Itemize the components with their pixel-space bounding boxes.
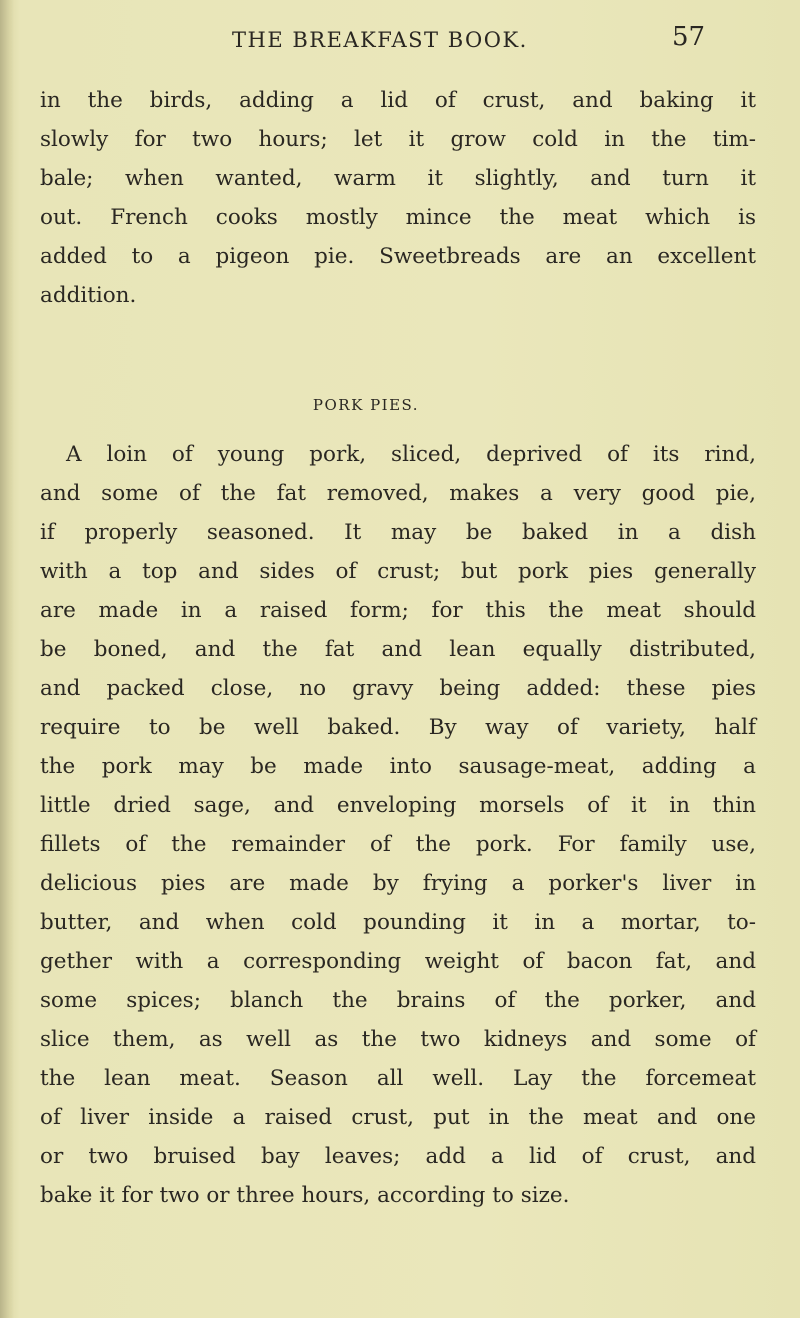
text-line: of liver inside a raised crust, put in the meat and one: [40, 1105, 756, 1130]
text-line: the pork may be made into sausage-meat, adding a: [40, 754, 756, 779]
text-line: fillets of the remainder of the pork. For family use,: [40, 832, 756, 857]
text-line: are made in a raised form; for this the meat should: [40, 598, 756, 623]
text-line: require to be well baked. By way of variety, half: [40, 715, 756, 740]
running-head: [0, 22, 800, 62]
text-line: bale; when wanted, warm it slightly, and turn it: [40, 166, 756, 191]
text-line: and some of the fat removed, makes a very good pie,: [40, 481, 756, 506]
text-line: some spices; blanch the brains of the porker, and: [40, 988, 756, 1013]
page-number: 57: [672, 22, 706, 52]
text-line: if properly seasoned. It may be baked in a dish: [40, 520, 756, 545]
gutter-shadow: [0, 0, 14, 1318]
text-line: slice them, as well as the two kidneys and some of: [40, 1027, 756, 1052]
section-heading: [0, 396, 800, 414]
text-line: slowly for two hours; let it grow cold in the tim-: [40, 127, 756, 152]
text-line: or two bruised bay leaves; add a lid of crust, and: [40, 1144, 756, 1169]
running-title: THE BREAKFAST BOOK.: [232, 28, 528, 52]
text-line: out. French cooks mostly mince the meat which is: [40, 205, 756, 230]
text-line: added to a pigeon pie. Sweetbreads are an excellent: [40, 244, 756, 269]
text-line: addition.: [40, 283, 137, 308]
text-line: gether with a corresponding weight of bacon fat, and: [40, 949, 756, 974]
text-line: little dried sage, and enveloping morsels of it in thin: [40, 793, 756, 818]
text-line: with a top and sides of crust; but pork pies generally: [40, 559, 756, 584]
text-line: bake it for two or three hours, according to size.: [40, 1183, 570, 1208]
section-heading-text: PORK PIES.: [312, 396, 420, 414]
text-line: delicious pies are made by frying a porker's liver in: [40, 871, 756, 896]
text-line: and packed close, no gravy being added: these pies: [40, 676, 756, 701]
text-line: butter, and when cold pounding it in a mortar, to-: [40, 910, 756, 935]
text-line: A loin of young pork, sliced, deprived of its rind,: [66, 442, 756, 467]
text-line: in the birds, adding a lid of crust, and baking it: [40, 88, 756, 113]
text-line: the lean meat. Season all well. Lay the forcemeat: [40, 1066, 756, 1091]
text-line: be boned, and the fat and lean equally distributed,: [40, 637, 756, 662]
